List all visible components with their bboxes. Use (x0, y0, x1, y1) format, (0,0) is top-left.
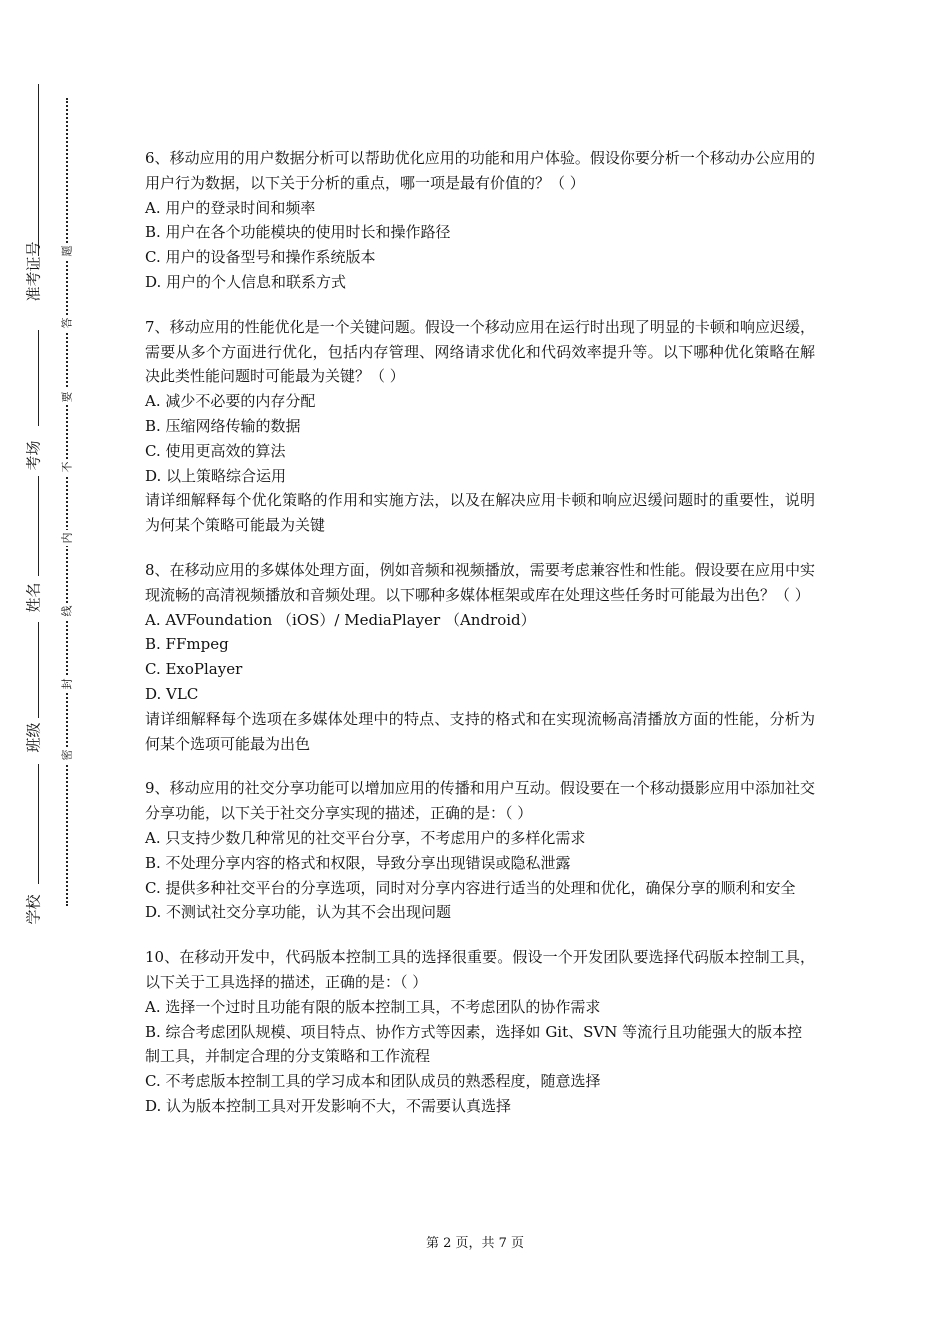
question-stem: 6、移动应用的用户数据分析可以帮助优化应用的功能和用户体验。假设你要分析一个移动办公应用的用户行为数据，以下关于分析的重点，哪一项是最有价值的？（ ） (145, 149, 815, 192)
option-b: B. 不处理分享内容的格式和权限，导致分享出现错误或隐私泄露 (145, 853, 571, 872)
question-7 (145, 315, 815, 538)
option-a: A. 用户的登录时间和频率 (145, 198, 316, 217)
question-list (145, 146, 815, 1139)
question-stem: 9、移动应用的社交分享功能可以增加应用的传播和用户互动。假设要在一个移动摄影应用中添加社交分享功能，以下关于社交分享实现的描述，正确的是：（ ） (145, 779, 815, 823)
exam-number-label: 准考证号 (24, 241, 43, 302)
question-6 (145, 146, 815, 295)
question-note: 请详细解释每个优化策略的作用和实施方法，以及在解决应用卡顿和响应迟缓问题时的重要性，说明为何某个策略可能最为关键 (145, 491, 815, 535)
seal-char: 不 (59, 459, 75, 475)
seal-dotted-line (66, 98, 68, 906)
question-stem: 10、在移动开发中，代码版本控制工具的选择很重要。假设一个开发团队要选择代码版本控制工具，以下关于工具选择的描述，正确的是：（ ） (145, 948, 815, 991)
school-label: 学校 (24, 894, 43, 925)
margin-line (38, 330, 39, 426)
option-b: B. FFmpeg (145, 635, 229, 654)
option-a: A. 选择一个过时且功能有限的版本控制工具，不考虑团队的协作需求 (145, 997, 601, 1016)
seal-char: 封 (59, 676, 75, 692)
question-stem: 8、在移动应用的多媒体处理方面，例如音频和视频播放，需要考虑兼容性和性能。假设要在应用中实现流畅的高清视频播放和音频处理。以下哪种多媒体框架或库在处理这些任务时可能最为出色？（ ） (145, 560, 815, 604)
option-d: D. 认为版本控制工具对开发影响不大，不需要认真选择 (145, 1096, 512, 1115)
option-a: A. 只支持少数几种常见的社交平台分享，不考虑用户的多样化需求 (145, 828, 586, 847)
option-d: D. 以上策略综合运用 (145, 466, 287, 485)
seal-char: 线 (59, 603, 75, 619)
page-footer: 第 2 页，共 7 页 (425, 1236, 525, 1251)
question-stem: 7、移动应用的性能优化是一个关键问题。假设一个移动应用在运行时出现了明显的卡顿和响应迟缓，需要从多个方面进行优化，包括内存管理、网络请求优化和代码效率提升等。以下哪种优化策略在解决此类性能问题时可能最为关键？（ ） (145, 317, 815, 386)
seal-char: 要 (59, 389, 75, 405)
option-c: C. 不考虑版本控制工具的学习成本和团队成员的熟悉程度，随意选择 (145, 1072, 601, 1091)
seal-char: 答 (59, 315, 75, 331)
option-c: C. 使用更高效的算法 (145, 441, 286, 460)
option-b: B. 综合考虑团队规模、项目特点、协作方式等因素，选择如 Git、SVN 等流行且功能强大的版本控制工具，并制定合理的分支策略和工作流程 (145, 1022, 803, 1066)
question-8 (145, 558, 815, 756)
option-c: C. ExoPlayer (145, 660, 243, 679)
option-d: D. VLC (145, 684, 199, 703)
option-d: D. 用户的个人信息和联系方式 (145, 272, 347, 291)
option-c: C. 用户的设备型号和操作系统版本 (145, 248, 376, 267)
exam-room-label: 考场 (24, 440, 43, 471)
option-c: C. 提供多种社交平台的分享选项，同时对分享内容进行适当的处理和优化，确保分享的顺利和安全 (145, 878, 796, 897)
seal-char: 密 (59, 747, 75, 763)
option-d: D. 不测试社交分享功能，认为其不会出现问题 (145, 903, 452, 922)
seal-char: 题 (59, 243, 75, 259)
seal-char: 内 (59, 530, 75, 546)
question-9 (145, 776, 815, 925)
option-b: B. 压缩网络传输的数据 (145, 416, 301, 435)
option-a: A. AVFoundation （iOS）/ MediaPlayer （Android） (145, 610, 536, 629)
name-label: 姓名 (24, 582, 43, 613)
question-10 (145, 945, 815, 1119)
margin-line (38, 764, 39, 884)
margin-line (38, 84, 39, 256)
class-label: 班级 (24, 722, 43, 753)
margin-line (38, 476, 39, 576)
question-note: 请详细解释每个选项在多媒体处理中的特点、支持的格式和在实现流畅高清播放方面的性能，分析为何某个选项可能最为出色 (145, 709, 815, 753)
option-b: B. 用户在各个功能模块的使用时长和操作路径 (145, 223, 451, 242)
option-a: A. 减少不必要的内存分配 (145, 392, 316, 411)
margin-line (38, 622, 39, 718)
